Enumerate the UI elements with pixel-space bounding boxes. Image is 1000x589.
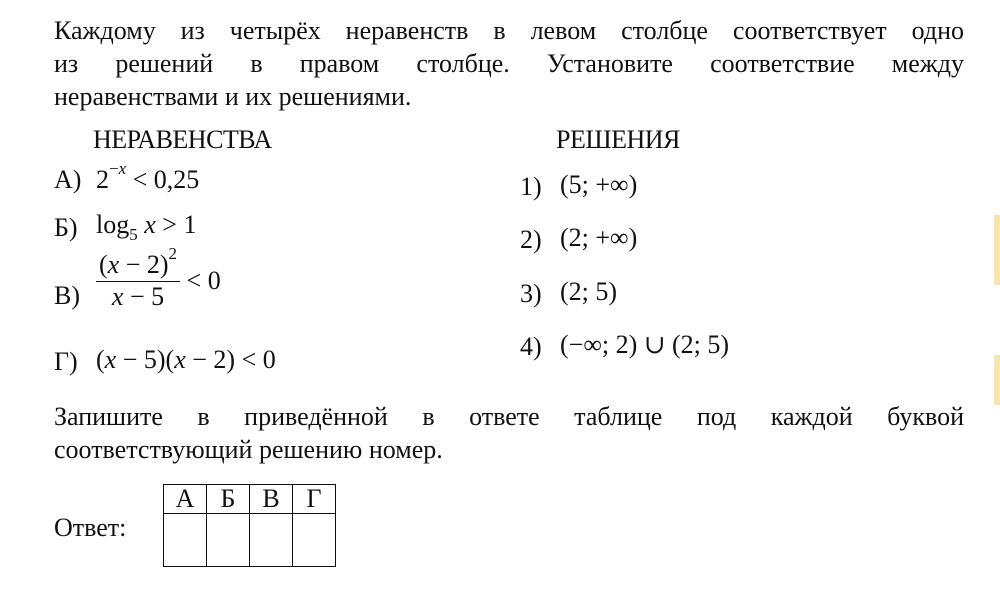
instruction-line-2: соответствующий решению номер. <box>54 435 443 464</box>
task-line-1: Каждому из четырёх неравенств в левом столбце соответствует одно <box>54 16 964 45</box>
solution-1: (5; +∞) <box>560 170 638 199</box>
answer-cell-a[interactable] <box>164 514 207 567</box>
answer-cell-d[interactable] <box>293 514 336 567</box>
edge-artifact <box>994 355 1000 405</box>
edge-artifact <box>994 215 1000 285</box>
solution-label-3: 3) <box>520 279 542 308</box>
answer-cell-b[interactable] <box>207 514 250 567</box>
solution-label-2: 2) <box>520 225 542 254</box>
answer-label: Ответ: <box>54 513 127 542</box>
fraction: $\frac{(x - 2)^2}{x - 5}$ <box>96 250 180 312</box>
task-paragraph <box>54 14 964 113</box>
task-line-2: из решений в правом столбце. Установите соответствие между <box>54 49 964 78</box>
inequality-b: $\log_5 x > 1$ <box>96 210 197 244</box>
instruction-paragraph <box>54 400 964 466</box>
solution-label-4: 4) <box>520 332 542 361</box>
inequalities-heading: НЕРАВЕНСТВА <box>93 125 272 154</box>
solution-2: (2; +∞) <box>560 223 638 252</box>
solution-3: (2; 5) <box>560 277 618 306</box>
solution-label-1: 1) <box>520 172 542 201</box>
inequality-label-c: В) <box>54 281 80 310</box>
inequality-a: $2^{-x} < 0,25$ <box>96 159 200 194</box>
task-line-3: неравенствами и их решениями. <box>54 82 412 111</box>
inequality-label-a: А) <box>54 165 82 194</box>
inequality-c: $\frac{(x - 2)^2}{x - 5}$ < 0 <box>96 250 221 312</box>
answer-table <box>163 484 336 567</box>
inequality-d: (x − 5)(x − 2) < 0 <box>96 345 276 374</box>
answer-column-a: А <box>164 485 207 514</box>
instruction-line-1: Запишите в приведённой в ответе таблице под каждой буквой <box>54 402 964 431</box>
solutions-heading: РЕШЕНИЯ <box>556 125 680 154</box>
answer-column-d: Г <box>293 485 336 514</box>
solution-4: (−∞; 2) ∪ (2; 5) <box>560 330 730 359</box>
answer-column-c: В <box>250 485 293 514</box>
inequality-label-d: Г) <box>54 347 78 376</box>
inequality-label-b: Б) <box>54 213 78 242</box>
answer-cell-c[interactable] <box>250 514 293 567</box>
answer-column-b: Б <box>207 485 250 514</box>
